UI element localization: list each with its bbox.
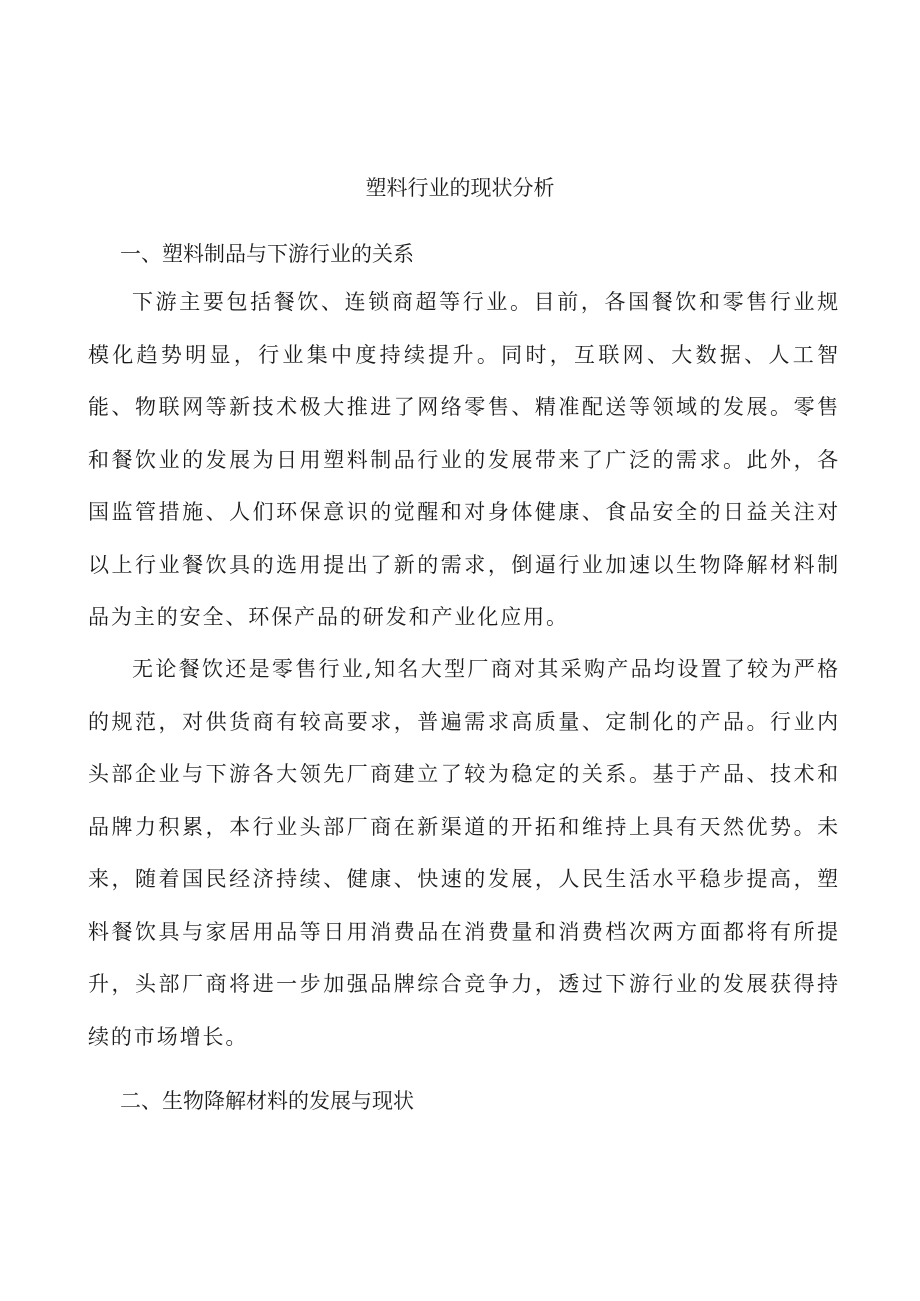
section-1-paragraph-2: 无论餐饮还是零售行业,知名大型厂商对其采购产品均设置了较为严格的规范，对供货商有较高要求，普遍需求高质量、定制化的产品。行业内头部企业与下游各大领先厂商建立了较为稳定的关系。基于产品、技术和品牌力积累，本行业头部厂商在新渠道的开拓和维持上具有天然优势。未来，随着国民经济持续、健康、快速的发展，人民生活水平稳步提高，塑料餐饮具与家居用品等日用消费品在消费量和消费档次两方面都将有所提升，头部厂商将进一步加强品牌综合竞争力，透过下游行业的发展获得持续的市场增长。: [88, 657, 840, 1049]
document-title: 塑料行业的现状分析: [365, 176, 555, 200]
section-1-paragraph-1: 下游主要包括餐饮、连锁商超等行业。目前，各国餐饮和零售行业规模化趋势明显，行业集中度持续提升。同时，互联网、大数据、人工智能、物联网等新技术极大推进了网络零售、精准配送等领域的发展。零售和餐饮业的发展为日用塑料制品行业的发展带来了广泛的需求。此外，各国监管措施、人们环保意识的觉醒和对身体健康、食品安全的日益关注对以上行业餐饮具的选用提出了新的需求，倒逼行业加速以生物降解材料制品为主的安全、环保产品的研发和产业化应用。: [88, 290, 840, 629]
section-heading-2: 二、生物降解材料的发展与现状: [120, 1089, 414, 1113]
section-heading-1: 一、塑料制品与下游行业的关系: [120, 242, 414, 266]
